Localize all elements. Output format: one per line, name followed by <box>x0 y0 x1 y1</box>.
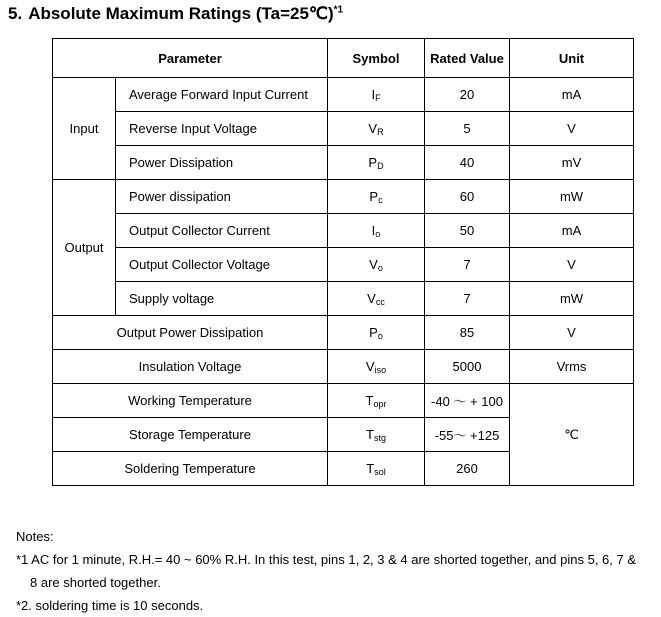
unit-cell: mW <box>510 180 634 214</box>
section-number: 5. <box>8 4 23 23</box>
value-cell: 60 <box>425 180 510 214</box>
value-cell: 50 <box>425 214 510 248</box>
symbol-cell: $V_{iso}$ <box>328 350 425 384</box>
table-row <box>53 146 634 180</box>
value-cell: 7 <box>425 282 510 316</box>
symbol-cell: $P_o$ <box>328 316 425 350</box>
symbol-cell: $V_o$ <box>328 248 425 282</box>
value-cell: 7 <box>425 248 510 282</box>
value-cell: -55～ +125 <box>425 418 510 452</box>
value-cell: 85 <box>425 316 510 350</box>
temperature-unit-cell: ℃ <box>510 384 634 486</box>
ratings-table <box>52 38 634 486</box>
title-note-ref: *1 <box>333 4 344 16</box>
param-cell: Output Collector Current <box>116 214 328 248</box>
param-cell: Power dissipation <box>116 180 328 214</box>
param-cell: Average Forward Input Current <box>116 78 328 112</box>
symbol-cell: $I_o$ <box>328 214 425 248</box>
table-header-row <box>53 39 634 78</box>
param-cell: Working Temperature <box>53 384 328 418</box>
param-cell: Insulation Voltage <box>53 350 328 384</box>
unit-cell: V <box>510 316 634 350</box>
notes-heading: Notes: <box>16 529 54 544</box>
param-cell: Soldering Temperature <box>53 452 328 486</box>
table-row <box>53 282 634 316</box>
header-symbol: Symbol <box>328 39 425 78</box>
group-output: Output <box>53 180 116 316</box>
section-title <box>8 4 343 24</box>
table-row <box>53 78 634 112</box>
value-cell: 260 <box>425 452 510 486</box>
header-unit: Unit <box>510 39 634 78</box>
param-cell: Supply voltage <box>116 282 328 316</box>
header-parameter: Parameter <box>53 39 328 78</box>
header-rated-value: Rated Value <box>425 39 510 78</box>
symbol-cell: $P_D$ <box>328 146 425 180</box>
param-cell: Power Dissipation <box>116 146 328 180</box>
symbol-cell: $T_{sol}$ <box>328 452 425 486</box>
note-2: *2. soldering time is 10 seconds. <box>16 598 204 613</box>
value-cell: 40 <box>425 146 510 180</box>
table-row <box>53 384 634 418</box>
group-input: Input <box>53 78 116 180</box>
notes-section <box>16 525 636 617</box>
unit-cell: mV <box>510 146 634 180</box>
section-title-text: Absolute Maximum Ratings (Ta=25℃) <box>28 4 334 23</box>
symbol-cell: $T_{stg}$ <box>328 418 425 452</box>
table-row <box>53 180 634 214</box>
symbol-cell: $T_{opr}$ <box>328 384 425 418</box>
param-cell: Output Power Dissipation <box>53 316 328 350</box>
value-cell: 20 <box>425 78 510 112</box>
symbol-cell: $V_{cc}$ <box>328 282 425 316</box>
value-cell: 5000 <box>425 350 510 384</box>
value-cell: 5 <box>425 112 510 146</box>
unit-cell: mA <box>510 78 634 112</box>
param-cell: Reverse Input Voltage <box>116 112 328 146</box>
unit-cell: mW <box>510 282 634 316</box>
param-cell: Storage Temperature <box>53 418 328 452</box>
symbol-cell: $P_c$ <box>328 180 425 214</box>
table-row <box>53 316 634 350</box>
table-row <box>53 214 634 248</box>
note-1-line-1: *1 AC for 1 minute, R.H.= 40 ~ 60% R.H. In this test, pins 1, 2, 3 & 4 are shorted together, and pins 5, 6, 7 & <box>16 552 637 567</box>
unit-cell: V <box>510 248 634 282</box>
unit-cell: Vrms <box>510 350 634 384</box>
note-1-line-2: 8 are shorted together. <box>30 575 161 590</box>
table-row <box>53 350 634 384</box>
symbol-cell: $I_F$ <box>328 78 425 112</box>
table-row <box>53 248 634 282</box>
unit-cell: V <box>510 112 634 146</box>
unit-cell: mA <box>510 214 634 248</box>
value-cell: -40 ～ + 100 <box>425 384 510 418</box>
table-row <box>53 112 634 146</box>
symbol-cell: $V_R$ <box>328 112 425 146</box>
param-cell: Output Collector Voltage <box>116 248 328 282</box>
